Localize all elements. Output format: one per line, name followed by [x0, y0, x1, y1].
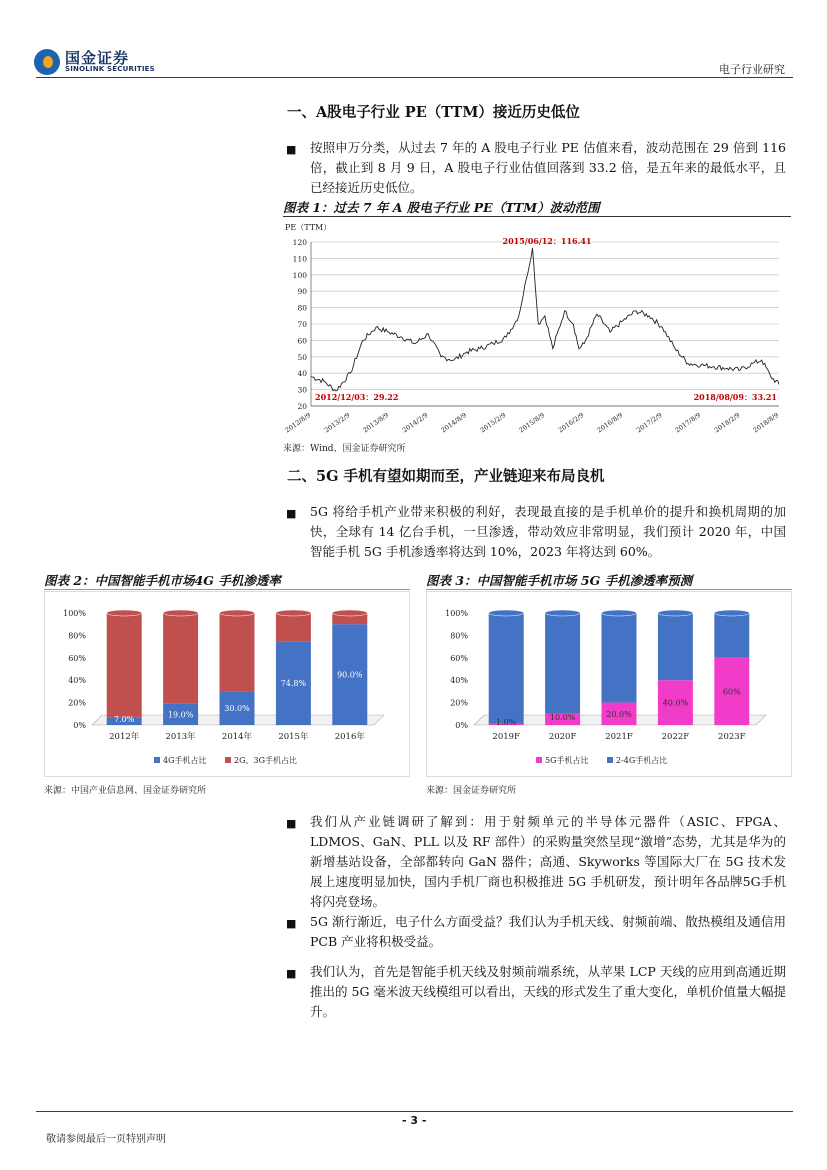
section1-bullet: ■ — [286, 143, 297, 156]
c4g-legend-swatch — [225, 757, 231, 763]
c5g-bar-top — [658, 610, 693, 616]
c4g-bar-b — [163, 613, 198, 704]
pe-ytick: 70 — [297, 320, 307, 329]
figure1-chart — [283, 218, 791, 436]
c4g-legend-swatch — [154, 757, 160, 763]
report-section-label: 电子行业研究 — [719, 63, 785, 76]
c4g-legend-label: 2G、3G手机占比 — [234, 756, 297, 765]
c4g-bar-top — [107, 610, 142, 616]
figure2-source: 来源：中国产业信息网、国金证券研究所 — [44, 786, 207, 796]
c5g-bar-top — [489, 610, 524, 616]
c5g-xtick: 2019F — [492, 732, 520, 742]
pe-annotation-peak: 2015/06/12：116.41 — [502, 235, 592, 246]
pe-annotation-low: 2012/12/03：29.22 — [315, 392, 399, 402]
c4g-ytick: 60% — [68, 653, 86, 663]
pe-ytick: 90 — [297, 287, 307, 297]
pe-ytick: 100 — [292, 270, 307, 280]
c5g-ytick: 100% — [445, 609, 468, 618]
bullet-paragraph-3: 我们认为，首先是智能手机天线及射频前端系统，从苹果 LCP 天线的应用到高通近期推出的 5G 毫米波天线模组可以看出，天线的形式发生了重大变化，单机价值量大幅提升。 — [310, 964, 786, 1019]
c4g-data-label: 74.8% — [280, 679, 307, 689]
pe-xtick: 2013/8/9 — [361, 411, 391, 435]
c5g-xtick: 2021F — [605, 732, 633, 742]
pe-xtick: 2017/8/9 — [673, 411, 703, 435]
c4g-ytick: 40% — [68, 676, 86, 686]
c5g-bar-b — [602, 613, 637, 703]
pe-xtick: 2017/2/9 — [635, 411, 664, 435]
c5g-legend-swatch — [536, 757, 542, 763]
c5g-legend-swatch — [607, 757, 613, 763]
c4g-data-label: 90.0% — [337, 670, 363, 680]
c5g-ytick: 60% — [450, 653, 468, 663]
c4g-bar-b — [276, 613, 311, 641]
c4g-bar-top — [220, 610, 255, 616]
bullet-paragraph-2: 5G 渐行渐近，电子什么方面受益？我们认为手机天线、射频前端、散热模组及通信用 PCB 产业将积极受益。 — [310, 914, 786, 949]
pe-ytick: 60 — [297, 336, 307, 346]
bullet-mark-1: ■ — [286, 817, 297, 830]
logo-english-name: SINOLINK SECURITIES — [65, 65, 155, 73]
c5g-bar-top — [545, 610, 580, 616]
page-number: - 3 - — [402, 1114, 427, 1127]
c5g-xtick: 2023F — [718, 732, 746, 742]
c5g-bar-b — [545, 613, 580, 714]
c4g-legend-label: 4G手机占比 — [163, 756, 207, 765]
c4g-bar-top — [332, 610, 367, 616]
pe-ytick: 20 — [297, 402, 307, 411]
pe-xtick: 2018/8/9 — [751, 411, 781, 435]
figure2-title: 图表 2：中国智能手机市场4G 手机渗透率 — [44, 571, 410, 590]
pe-ytick: 40 — [297, 369, 307, 379]
4g-penetration-chart — [44, 591, 410, 777]
pe-annotation-latest: 2018/08/09：33.21 — [693, 392, 777, 402]
pe-ylabel: PE（TTM） — [285, 223, 332, 232]
section1-heading: 一、A股电子行业 PE（TTM）接近历史低位 — [287, 104, 580, 121]
figure2-chart — [44, 591, 410, 777]
c5g-legend-label: 2-4G手机占比 — [616, 756, 668, 765]
pe-series-line — [311, 248, 779, 391]
pe-xtick: 2018/2/9 — [712, 411, 742, 435]
c5g-ytick: 20% — [450, 698, 468, 708]
pe-xtick: 2014/2/9 — [400, 411, 430, 435]
c4g-ytick: 100% — [63, 609, 86, 618]
pe-ytick: 110 — [292, 254, 307, 264]
c5g-data-label: 40.0% — [662, 698, 689, 708]
c4g-ytick: 20% — [68, 698, 86, 708]
c5g-ytick: 0% — [455, 721, 468, 730]
c4g-ytick: 0% — [73, 721, 86, 730]
c5g-legend-label: 5G手机占比 — [545, 756, 589, 765]
pe-ytick: 80 — [297, 303, 307, 313]
c4g-data-label: 30.0% — [224, 704, 250, 714]
bullet-mark-2: ■ — [286, 917, 297, 930]
c5g-bar-b — [714, 613, 749, 658]
c4g-data-label: 7.0% — [114, 714, 135, 724]
section2-paragraph: 5G 将给手机产业带来积极的利好，表现最直接的是手机单价的提升和换机周期的加快，全球有 14 亿台手机，一旦渗透，带动效应非常明显，我们预计 2020 年，中国智能手机 5G 手机渗透率将达到 10%，2023 年将达到 60%。 — [310, 504, 786, 559]
c5g-data-label: 20.0% — [606, 709, 632, 719]
c4g-bar-top — [163, 610, 198, 616]
company-logo — [34, 47, 154, 75]
c4g-ytick: 80% — [68, 631, 86, 641]
c4g-xtick: 2012年 — [109, 732, 140, 742]
pe-line-chart — [283, 218, 791, 436]
pe-xtick: 2016/2/9 — [556, 411, 586, 435]
pe-xtick: 2014/8/9 — [439, 411, 469, 435]
c4g-xtick: 2013年 — [165, 732, 196, 742]
pe-ytick: 50 — [297, 352, 307, 362]
c5g-ytick: 80% — [450, 631, 468, 641]
section2-heading: 二、5G 手机有望如期而至，产业链迎来布局良机 — [287, 468, 605, 485]
c4g-xtick: 2016年 — [334, 732, 365, 742]
figure3-chart — [426, 591, 792, 777]
5g-penetration-chart — [426, 591, 792, 777]
pe-xtick: 2013/2/9 — [322, 411, 352, 435]
pe-xtick: 2015/8/9 — [517, 411, 547, 435]
bullet-paragraph-1: 我们从产业链调研了解到：用于射频单元的半导体元器件（ASIC、FPGA、LDMOS、GaN、PLL 以及 RF 部件）的采购量突然呈现“激增”态势，尤其是华为的新增基站设备，全部都转向 GaN 器件；高通、Skyworks 等国际大厂在 5G 技术发展上速度明显加快，国内手机厂商也积极推进 5G 手机研发，预计明年各品牌5G手机将闪亮登场。 — [310, 814, 786, 909]
footer-disclaimer: 敬请参阅最后一页特别声明 — [46, 1134, 166, 1145]
c4g-bar-b — [107, 613, 142, 717]
footer-divider — [36, 1111, 793, 1112]
bullet-mark-3: ■ — [286, 967, 297, 980]
c4g-xtick: 2014年 — [221, 732, 253, 742]
c4g-xtick: 2015年 — [278, 732, 309, 742]
c5g-bar-top — [714, 610, 749, 616]
pe-xtick: 2012/8/9 — [283, 411, 313, 435]
c5g-data-label: 10.0% — [549, 713, 576, 723]
c5g-xtick: 2022F — [661, 732, 690, 742]
pe-xtick: 2015/2/9 — [478, 411, 508, 435]
logo-chinese-name: 国金证券 — [65, 49, 130, 67]
section1-paragraph: 按照申万分类，从过去 7 年的 A 股电子行业 PE 估值来看，波动范围在 29 倍到 116 倍，截止到 8 月 9 日，A 股电子行业估值回落到 33.2 倍，是五年来的最低水平，且已经接近历史低位。 — [310, 140, 786, 195]
header-divider — [36, 77, 793, 78]
c5g-bar-top — [602, 610, 637, 616]
figure3-title: 图表 3：中国智能手机市场 5G 手机渗透率预测 — [426, 571, 792, 590]
section2-bullet: ■ — [286, 507, 297, 520]
c5g-data-label: 1.0% — [496, 718, 517, 728]
figure3-source: 来源：国金证券研究所 — [426, 786, 517, 796]
pe-ytick: 120 — [292, 238, 307, 247]
figure1-source: 来源：Wind、国金证券研究所 — [283, 444, 406, 454]
c5g-ytick: 40% — [450, 676, 468, 686]
c4g-bar-b — [220, 613, 255, 691]
c4g-bar-top — [276, 610, 311, 616]
c5g-bar-b — [658, 613, 693, 680]
pe-ytick: 30 — [297, 385, 307, 395]
figure1-title: 图表 1：过去 7 年 A 股电子行业 PE（TTM）波动范围 — [283, 198, 791, 217]
c5g-bar-b — [489, 613, 524, 724]
c5g-xtick: 2020F — [548, 732, 577, 742]
c4g-data-label: 19.0% — [167, 710, 194, 720]
pe-xtick: 2016/8/9 — [595, 411, 625, 435]
c5g-data-label: 60% — [722, 687, 741, 697]
